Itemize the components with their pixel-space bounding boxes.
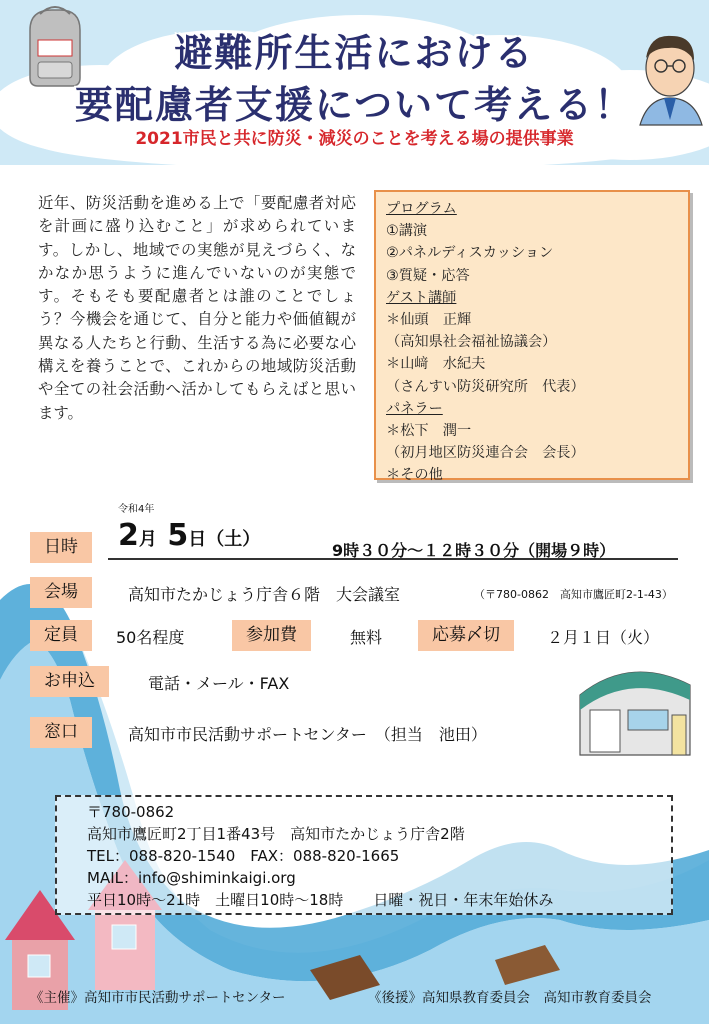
era-year: 令和4年 [118,504,155,515]
fee-value: 無料 [350,628,383,647]
date-label: 日時 [30,532,92,563]
supporters: 《後援》高知県教育委員会 高知市教育委員会 [368,990,652,1006]
guest-line: ＊山﨑 水紀夫 [386,356,486,373]
event-month: 2 [118,518,139,553]
event-time: 9時３０分～１２時３０分（開場９時） [332,541,616,560]
venue-name: 高知市たかじょう庁舎６階 大会議室 [128,585,401,604]
page-title-line-1: 避難所生活における [174,31,535,75]
guest-line: （高知県社会福祉協議会） [386,334,557,351]
apply-methods: 電話・メール・FAX [148,674,290,693]
event-day: 5 [167,518,189,553]
capacity-value: 50名程度 [116,628,185,647]
guest-line: （さんすい防災研究所 代表） [386,378,585,395]
organizer: 《主催》高知市市民活動サポートセンター [30,990,286,1006]
day-unit: 日 [188,529,207,550]
capacity-label: 定員 [30,620,92,651]
event-weekday: （土） [206,529,261,550]
deadline-value: ２月１日（火） [547,628,660,647]
program-item: ③質疑・応答 [386,267,470,284]
contact-email: MAIL：info@shiminkaigi.org [87,869,296,887]
apply-label: お申込 [30,666,109,697]
intro-paragraph: 近年、防災活動を進める上で「要配慮者対応を計画に盛り込むこと」が求められています。しかし、地域での実態が見えづらく、なかなか思うように進んでいないのが実態です。そもそも要配慮者とは誰のことでしょう？今機会を通じて、自分と能力や価値観が異なる人たちと行動、生活する為に必要な心構えを養うことで、これからの地域防災活動や全ての社会活動へ活かしてもらえばと思います。 [38,194,356,422]
contact-office: 高知市市民活動サポートセンター （担当 池田） [128,725,487,744]
fee-label: 参加費 [232,620,311,651]
contact-box [55,795,673,915]
panelist-line: ＊松下 潤一 [386,423,472,440]
page-subtitle: 2021市民と共に防災・減災のことを考える場の提供事業 [135,129,574,149]
program-item: ①講演 [386,223,428,240]
program-box [374,190,690,484]
header-banner [0,0,709,165]
program-heading: プログラム [386,201,457,217]
panel-heading: パネラー [386,400,443,417]
office-hours: 平日10時～21時 土曜日10時～18時 日曜・祝日・年末年始休み [87,891,554,909]
panelist-line: （初月地区防災連合会 会長） [386,445,585,462]
phone-fax: TEL：088-820-1540 FAX：088-820-1665 [87,847,400,865]
footer [30,986,690,1006]
venue-label: 会場 [30,577,92,608]
program-item: ②パネルディスカッション [386,245,554,262]
deadline-label: 応募〆切 [418,620,514,651]
page-title-line-2: 要配慮者支援について考える！ [74,83,635,127]
postal-code: 〒780-0862 [87,803,175,821]
contact-address: 高知市鷹匠町2丁目1番43号 高知市たかじょう庁舎2階 [87,825,465,843]
event-date [118,518,260,553]
panelist-line: ＊その他 [386,467,443,484]
guest-heading: ゲスト講師 [386,289,457,306]
month-unit: 月 [138,529,157,550]
shelter-building-icon [580,672,690,755]
contact-label: 窓口 [30,717,92,748]
venue-address: （〒780-0862 高知市鷹匠町2-1-43） [474,588,673,601]
guest-line: ＊仙頭 正輝 [386,312,472,329]
